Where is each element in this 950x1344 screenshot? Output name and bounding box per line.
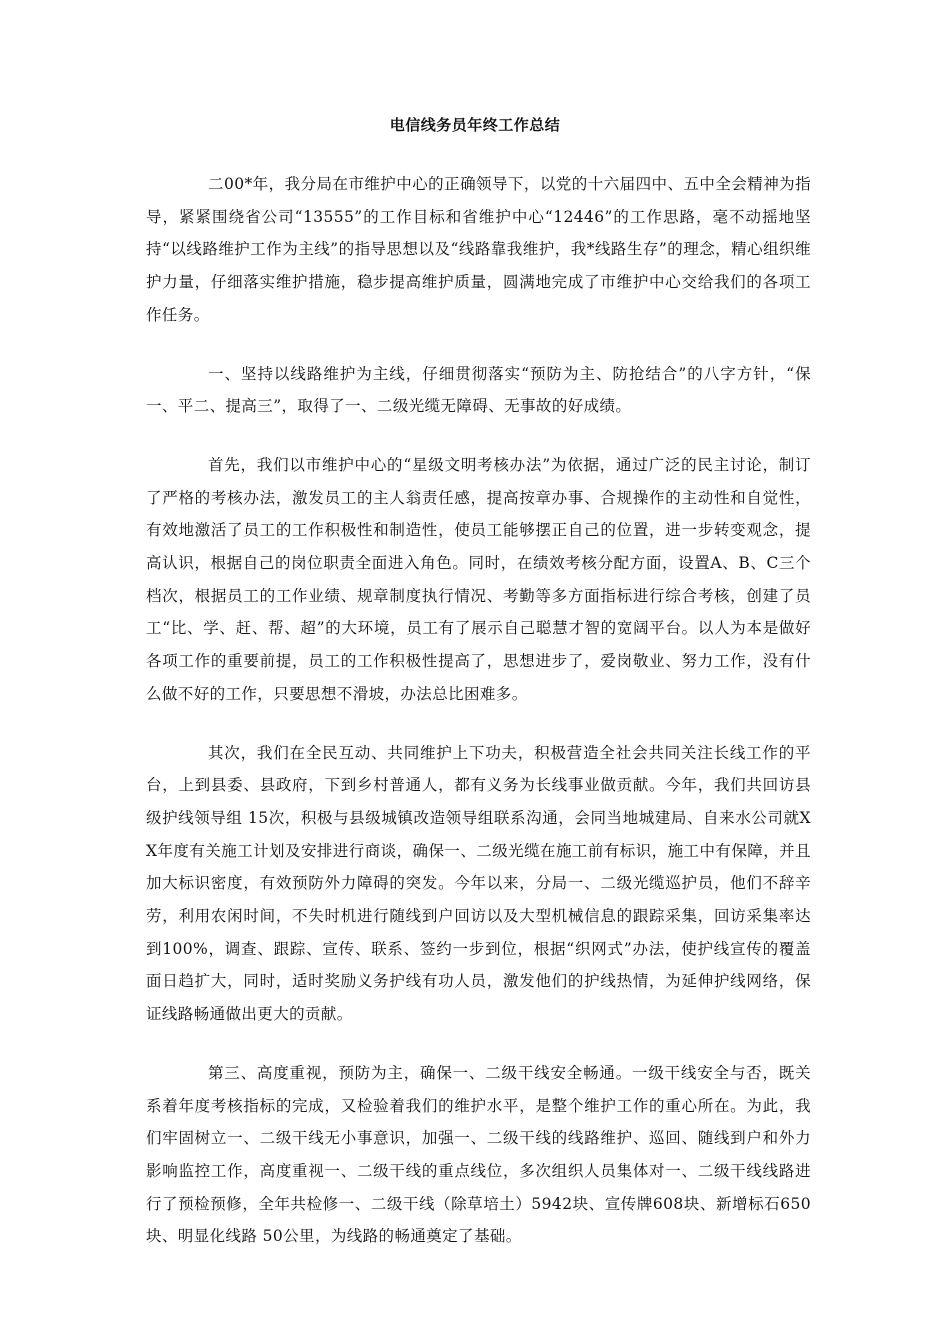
paragraph-section-one: 一、坚持以线路维护为主线，仔细贯彻落实“预防为主、防抢结合”的八字方针，“保一、平二、提高三”，取得了一、二级光缆无障碍、无事故的好成绩。 (146, 364, 811, 416)
paragraph-third: 第三、高度重视，预防为主，确保一、二级干线安全畅通。一级干线安全与否，既关系着年度考核指标的完成，又检验着我们的维护水平，是整个维护工作的重心所在。为此，我们牢固树立一、二级干线无小事意识，加强一、二级干线的线路维护、巡回、随线到户和外力影响监控工作，高度重视一、二级干线的重点线位，多次组织人员集体对一、二级干线线路进行了预检预修，全年共检修一、二级干线（除草培土）5942块、宣传牌608块、新增标石650块、明显化线路 50公里，为线路的畅通奠定了基础。 (146, 1063, 811, 1246)
paragraph-intro: 二00*年，我分局在市维护中心的正确领导下，以党的十六届四中、五中全会精神为指导，紧紧围绕省公司“13555”的工作目标和省维护中心“12446”的工作思路，毫不动摇地坚持“以线路维护工作为主线”的指导思想以及“线路靠我维护，我*线路生存”的理念，精心组织维护力量，仔细落实维护措施，稳步提高维护质量，圆满地完成了市维护中心交给我们的各项工作任务。 (146, 175, 811, 324)
document-title: 电信线务员年终工作总结 (389, 116, 561, 134)
paragraph-second: 其次，我们在全民互动、共同维护上下功夫，积极营造全社会共同关注长线工作的平台，上到县委、县政府，下到乡村普通人，都有义务为长线事业做贡献。今年，我们共回访县级护线领导组 15次，积极与县级城镇改造领导组联系沟通，会同当地城建局、自来水公司就XX年度有关施工计划及安排进行商谈，确保一、二级光缆在施工前有标识，施工中有保障，并且加大标识密度，有效预防外力障碍的突发。今年以来，分局一、二级光缆巡护员，他们不辞辛劳，利用农闲时间，不失时机进行随线到户回访以及大型机械信息的跟踪采集，回访采集率达到100%，调查、跟踪、宣传、联系、签约一步到位，根据“织网式”办法，使护线宣传的覆盖面日趋扩大，同时，适时奖励义务护线有功人员，激发他们的护线热情，为延伸护线网络，保证线路畅通做出更大的贡献。 (146, 743, 811, 1024)
paragraph-first: 首先，我们以市维护中心的“星级文明考核办法”为依据，通过广泛的民主讨论，制订了严格的考核办法，激发员工的主人翁责任感，提高按章办事、合规操作的主动性和自觉性，有效地激活了员工的工作积极性和制造性，使员工能够摆正自己的位置，进一步转变观念，提高认识，根据自己的岗位职责全面进入角色。同时，在绩效考核分配方面，设置A、B、C三个档次，根据员工的工作业绩、规章制度执行情况、考勤等多方面指标进行综合考核，创建了员工“比、学、赶、帮、超”的大环境，员工有了展示自己聪慧才智的宽阔平台。以人为本是做好各项工作的重要前提，员工的工作积极性提高了，思想进步了，爱岗敬业、努力工作，没有什么做不好的工作，只要思想不滑坡，办法总比困难多。 (146, 455, 811, 703)
document-body (146, 168, 811, 1279)
